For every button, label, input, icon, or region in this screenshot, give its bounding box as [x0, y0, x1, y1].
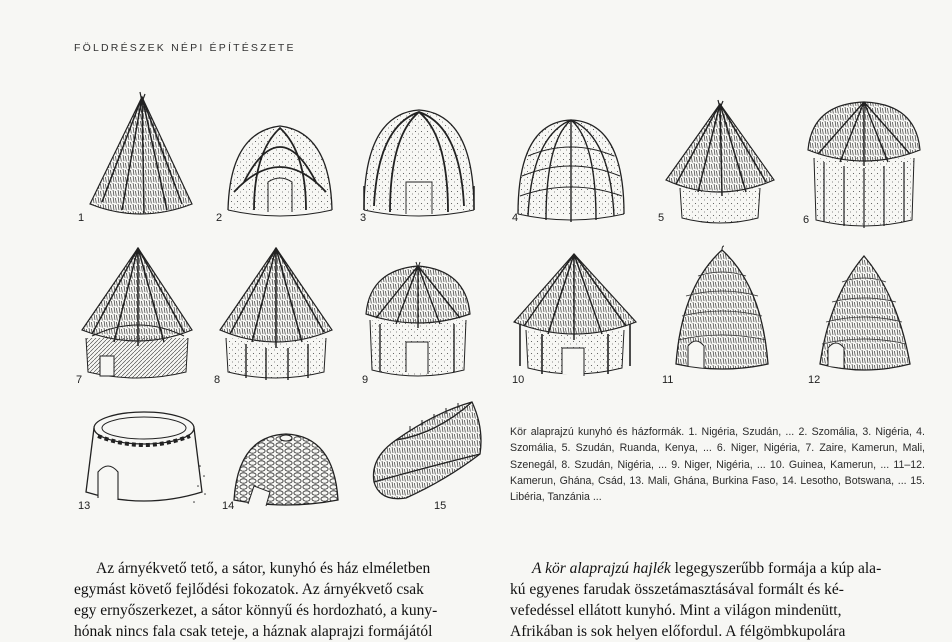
hut-illustration-9 [362, 262, 474, 380]
body-line: egy ernyőszerkezet, a sátor könnyű és hordozható, a kuny- [74, 602, 438, 619]
body-line: Afrikában is sok helyen előfordul. A félgömbkupolára [510, 623, 846, 640]
hut-illustration-2 [224, 122, 336, 222]
hut-illustration-11 [672, 246, 772, 374]
body-text-left-column [74, 558, 486, 642]
hut-illustration-12 [816, 252, 914, 374]
hut-illustration-14 [230, 430, 342, 510]
body-line: egymást követő fejlődési fokozatok. Az árnyékvető csak [74, 581, 424, 598]
hut-illustration-15 [366, 398, 484, 510]
hut-illustration-13 [84, 406, 208, 512]
body-text-right-column [510, 558, 925, 642]
figure-number: 5 [658, 212, 665, 224]
figure-number: 15 [434, 500, 447, 512]
body-line [510, 558, 925, 579]
italic-term: A kör alaprajzú hajlék [532, 560, 671, 577]
figure-caption: Kör alaprajzú kunyhó és házformák. 1. Nigéria, Szudán, ... 2. Szomália, 3. Nigéria, 4. Szomália, 5. Szudán, Ruanda, Kenya, ... 6. Niger, Nigéria, 7. Zaire, Kamerun, Mali, Szenegál, 8. Szudán, Nigéria, ... 9. Niger, Nigéria, ... 10. Guinea, Kamerun, ... 11–12. Kamerun, Ghána, Csád, 13. Mali, Ghána, Burkina Faso, 14. Lesotho, Botswana, ... 15. Libéria, Tanzánia ... [510, 426, 925, 504]
hut-illustration-5 [658, 100, 778, 228]
body-line-rest: legegyszerűbb formája a kúp ala- [670, 560, 882, 577]
body-line: kú egyenes farudak összetámasztásával formált és ké- [510, 581, 844, 598]
hut-illustration-10 [512, 250, 640, 380]
figure-number: 12 [808, 374, 821, 386]
figure-number: 7 [76, 374, 83, 386]
figure-number: 10 [512, 374, 525, 386]
body-line: Az árnyékvető tető, a sátor, kunyhó és ház elméletben [96, 560, 431, 577]
figure-number: 1 [78, 212, 85, 224]
body-line: vefedéssel ellátott kunyhó. Mint a világon mindenütt, [510, 602, 842, 619]
figure-number: 8 [214, 374, 221, 386]
figure-number: 14 [222, 500, 235, 512]
figure-number: 13 [78, 500, 91, 512]
figure-number: 9 [362, 374, 369, 386]
hut-illustration-7 [78, 244, 196, 380]
figure-number: 11 [662, 374, 674, 386]
figure-number: 6 [803, 214, 810, 226]
figure-number: 4 [512, 212, 519, 224]
hut-illustration-8 [216, 244, 336, 382]
hut-illustration-1 [82, 92, 197, 227]
figure-number: 2 [216, 212, 223, 224]
running-header: FÖLDRÉSZEK NÉPI ÉPÍTÉSZETE [74, 42, 296, 54]
figure-number: 3 [360, 212, 367, 224]
hut-illustration-6 [804, 100, 924, 230]
body-line: hónak nincs fala csak teteje, a háznak alaprajzi formájától [74, 623, 433, 640]
hut-illustration-3 [360, 106, 478, 224]
hut-illustration-4 [514, 116, 628, 226]
